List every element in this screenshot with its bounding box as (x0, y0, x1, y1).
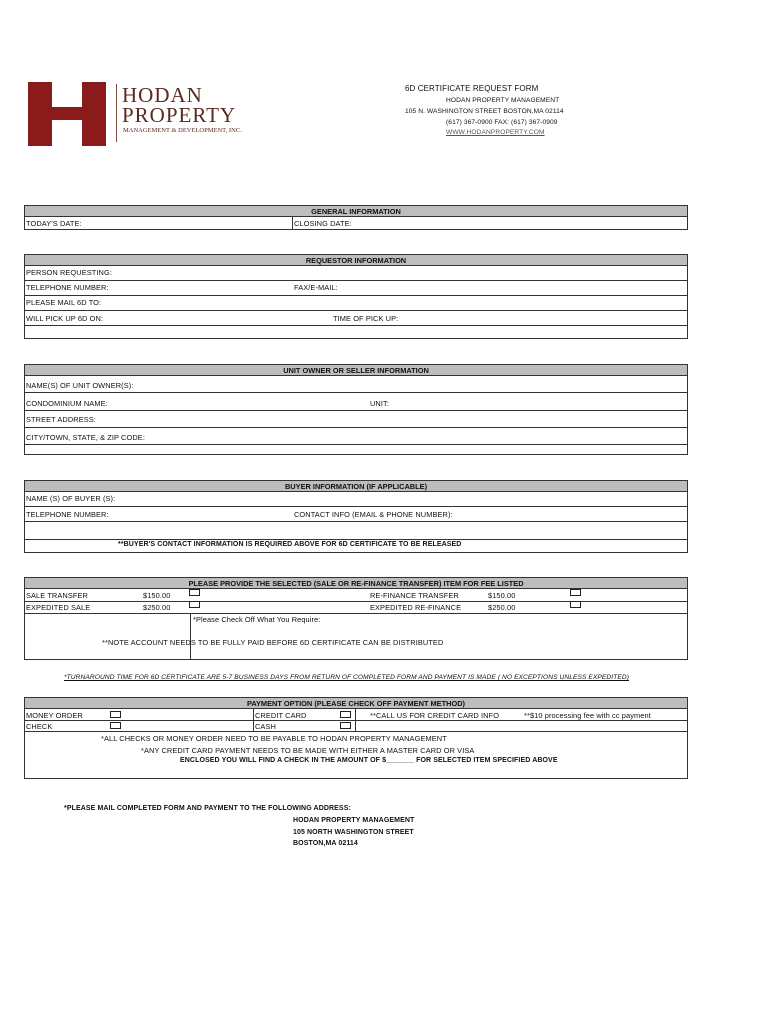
credit-card-checkbox[interactable] (340, 711, 351, 718)
turnaround-note: *TURNAROUND TIME FOR 6D CERTIFICATE ARE 5-7 BUSINESS DAYS FROM RETURN OF COMPLETED FORM AND PAYMENT IS MADE ( NO EXCEPTIONS UNLESS EXPEDITED) (64, 674, 629, 681)
fee-heading: PLEASE PROVIDE THE SELECTED (SALE OR RE-FINANCE TRANSFER) ITEM FOR FEE LISTED (24, 577, 688, 589)
money-order-checkbox[interactable] (110, 711, 121, 718)
credit-card-call-note: **CALL US FOR CREDIT CARD INFO (370, 711, 500, 720)
refinance-checkbox[interactable] (570, 589, 581, 596)
general-info-heading: GENERAL INFORMATION (24, 205, 688, 217)
refinance-price: $150.00 (488, 591, 516, 600)
mailing-line-2: 105 NORTH WASHINGTON STREET (293, 829, 414, 836)
refinance-label: RE-FINANCE TRANSFER (370, 591, 459, 600)
sale-transfer-label: SALE TRANSFER (26, 591, 88, 600)
header-address: 105 N. WASHINGTON STREET BOSTON,MA 02114 (405, 108, 564, 115)
fee-box (24, 588, 688, 660)
money-order-label: MONEY ORDER (26, 711, 83, 720)
payment-heading: PAYMENT OPTION (PLEASE CHECK OFF PAYMENT METHOD) (24, 697, 688, 709)
owner-info-heading: UNIT OWNER OR SELLER INFORMATION (24, 364, 688, 376)
check-off-instruction: *Please Check Off What You Require: (193, 615, 321, 624)
buyer-names-field[interactable]: NAME (S) OF BUYER (S): (26, 494, 116, 503)
logo-h-mark (26, 80, 108, 148)
mail-6d-to-field[interactable]: PLEASE MAIL 6D TO: (26, 298, 102, 307)
company-logo (26, 80, 286, 150)
unit-field[interactable]: UNIT: (370, 399, 389, 408)
sale-transfer-checkbox[interactable] (189, 589, 200, 596)
credit-card-label: CREDIT CARD (255, 711, 307, 720)
mailing-line-1: HODAN PROPERTY MANAGEMENT (293, 817, 415, 824)
requestor-fax-email-field[interactable]: FAX/E-MAIL: (294, 283, 338, 292)
buyer-telephone-field[interactable]: TELEPHONE NUMBER: (26, 510, 109, 519)
card-type-note: *ANY CREDIT CARD PAYMENT NEEDS TO BE MADE WITH EITHER A MASTER CARD OR VISA (141, 746, 475, 755)
header-website[interactable]: WWW.HODANPROPERTY.COM (446, 129, 545, 136)
cash-checkbox[interactable] (340, 722, 351, 729)
logo-property: PROPERTY (122, 103, 237, 127)
form-title: 6D CERTIFICATE REQUEST FORM (405, 84, 539, 93)
mailing-instruction: *PLEASE MAIL COMPLETED FORM AND PAYMENT TO THE FOLLOWING ADDRESS: (64, 805, 351, 812)
buyer-contact-note: **BUYER'S CONTACT INFORMATION IS REQUIRED ABOVE FOR 6D CERTIFICATE TO BE RELEASED (118, 541, 462, 548)
person-requesting-field[interactable]: PERSON REQUESTING: (26, 268, 112, 277)
expedited-sale-checkbox[interactable] (189, 601, 200, 608)
expedited-sale-price: $250.00 (143, 603, 171, 612)
credit-card-fee-note: **$10 processing fee with cc payment (524, 711, 651, 720)
payable-note: *ALL CHECKS OR MONEY ORDER NEED TO BE PAYABLE TO HODAN PROPERTY MANAGEMENT (101, 734, 447, 743)
requestor-info-box (24, 265, 688, 339)
pick-up-time-field[interactable]: TIME OF PICK UP: (333, 314, 399, 323)
pick-up-date-field[interactable]: WILL PICK UP 6D ON: (26, 314, 104, 323)
unit-owner-names-field[interactable]: NAME(S) OF UNIT OWNER(S): (26, 381, 134, 390)
expedited-refinance-label: EXPEDITED RE-FINANCE (370, 603, 462, 612)
requestor-info-heading: REQUESTOR INFORMATION (24, 254, 688, 266)
check-checkbox[interactable] (110, 722, 121, 729)
account-paid-note: **NOTE ACCOUNT NEEDS TO BE FULLY PAID BEFORE 6D CERTIFICATE CAN BE DISTRIBUTED (102, 638, 444, 647)
buyer-contact-field[interactable]: CONTACT INFO (EMAIL & PHONE NUMBER): (294, 510, 453, 519)
general-info-row (24, 216, 688, 230)
street-address-field[interactable]: STREET ADDRESS: (26, 415, 96, 424)
requestor-telephone-field[interactable]: TELEPHONE NUMBER: (26, 283, 109, 292)
cash-label: CASH (255, 722, 276, 731)
sale-transfer-price: $150.00 (143, 591, 171, 600)
header-company: HODAN PROPERTY MANAGEMENT (446, 97, 560, 104)
expedited-sale-label: EXPEDITED SALE (26, 603, 91, 612)
expedited-refinance-checkbox[interactable] (570, 601, 581, 608)
buyer-info-heading: BUYER INFORMATION (IF APPLICABLE) (24, 480, 688, 492)
logo-tagline: MANAGEMENT & DEVELOPMENT, INC. (123, 127, 242, 134)
todays-date-field[interactable]: TODAY'S DATE: (26, 219, 82, 228)
condominium-name-field[interactable]: CONDOMINIUM NAME: (26, 399, 108, 408)
expedited-refinance-price: $250.00 (488, 603, 516, 612)
check-label: CHECK (26, 722, 53, 731)
closing-date-field[interactable]: CLOSING DATE: (294, 219, 352, 228)
logo-hodan: HODAN (122, 83, 203, 107)
enclosed-check-note: ENCLOSED YOU WILL FIND A CHECK IN THE AMOUNT OF $_______ FOR SELECTED ITEM SPECIFIED ABOVE (180, 757, 558, 764)
city-state-zip-field[interactable]: CITY/TOWN, STATE, & ZIP CODE: (26, 433, 145, 442)
header-phone: (617) 367-0900 FAX: (617) 367-0909 (446, 119, 558, 126)
mailing-line-3: BOSTON,MA 02114 (293, 840, 358, 847)
